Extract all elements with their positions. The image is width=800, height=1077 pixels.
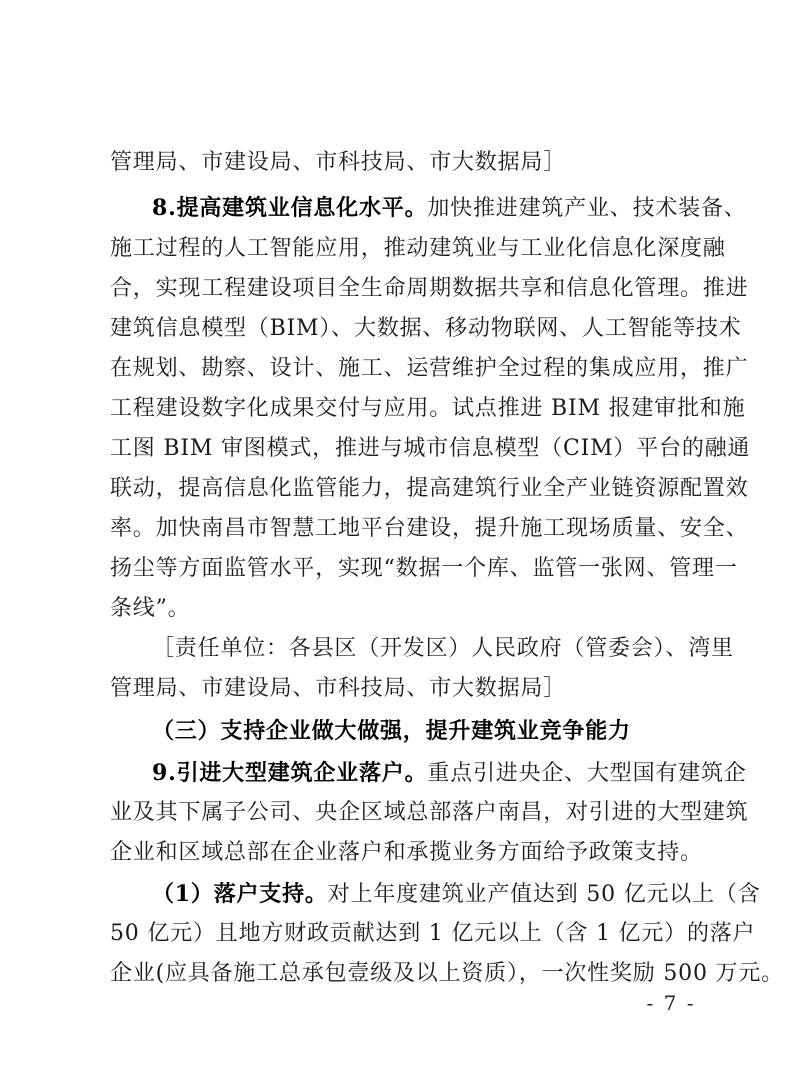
section-8-line bbox=[152, 193, 747, 223]
text-line: 50 亿元）且地方财政贡献达到 1 亿元以上（含 1 亿元）的落户 bbox=[110, 921, 756, 946]
text-line: 企业(应具备施工总承包壹级及以上资质），一次性奖励 500 万元。 bbox=[110, 961, 784, 986]
subsection-1-line bbox=[152, 879, 761, 909]
text-line: 工图 BIM 审图模式，推进与城市信息模型（CIM）平台的融通 bbox=[110, 436, 751, 461]
text-line: 合，实现工程建设项目全生命周期数据共享和信息化管理。推进 bbox=[110, 276, 749, 301]
text-line: 业及其下属子公司、央企区域总部落户南昌，对引进的大型建筑 bbox=[110, 800, 749, 825]
text-line: 管理局、市建设局、市科技局、市大数据局］ bbox=[110, 150, 567, 175]
section-9-text: 重点引进央企、大型国有建筑企 bbox=[427, 761, 747, 786]
text-line: 扬尘等方面监管水平，实现“数据一个库、监管一张网、管理一 bbox=[110, 556, 738, 581]
text-line: 建筑信息模型（BIM）、大数据、移动物联网、人工智能等技术 bbox=[110, 316, 742, 341]
text-line: 工程建设数字化成果交付与应用。试点推进 BIM 报建审批和施 bbox=[110, 396, 746, 421]
section-9-line bbox=[152, 758, 747, 788]
text-line: 联动，提高信息化监管能力，提高建筑行业全产业链资源配置效 bbox=[110, 476, 749, 501]
subsection-1-text: 对上年度建筑业产值达到 50 亿元以上（含 bbox=[327, 882, 761, 907]
page-number: - 7 - bbox=[646, 991, 696, 1015]
section-8-text: 加快推进建筑产业、技术装备、 bbox=[427, 196, 747, 221]
text-line: 施工过程的人工智能应用，推动建筑业与工业化信息化深度融 bbox=[110, 236, 726, 261]
text-line: 企业和区域总部在企业落户和承揽业务方面给予政策支持。 bbox=[110, 840, 703, 865]
text-line: 管理局、市建设局、市科技局、市大数据局］ bbox=[110, 676, 567, 701]
section-8-title: 8.提高建筑业信息化水平。 bbox=[152, 195, 428, 221]
section-9-title: 9.引进大型建筑企业落户。 bbox=[152, 760, 428, 786]
subsection-1-title: （1）落户支持。 bbox=[152, 881, 328, 907]
section-heading-3: （三）支持企业做大做强，提升建筑业竞争能力 bbox=[152, 718, 631, 744]
text-line: 率。加快南昌市智慧工地平台建设，提升施工现场质量、安全、 bbox=[110, 516, 749, 541]
text-line: 在规划、勘察、设计、施工、运营维护全过程的集成应用，推广 bbox=[110, 356, 749, 381]
text-line: 条线”。 bbox=[110, 596, 191, 621]
responsibility-note: ［责任单位：各县区（开发区）人民政府（管委会）、湾里 bbox=[152, 636, 734, 661]
